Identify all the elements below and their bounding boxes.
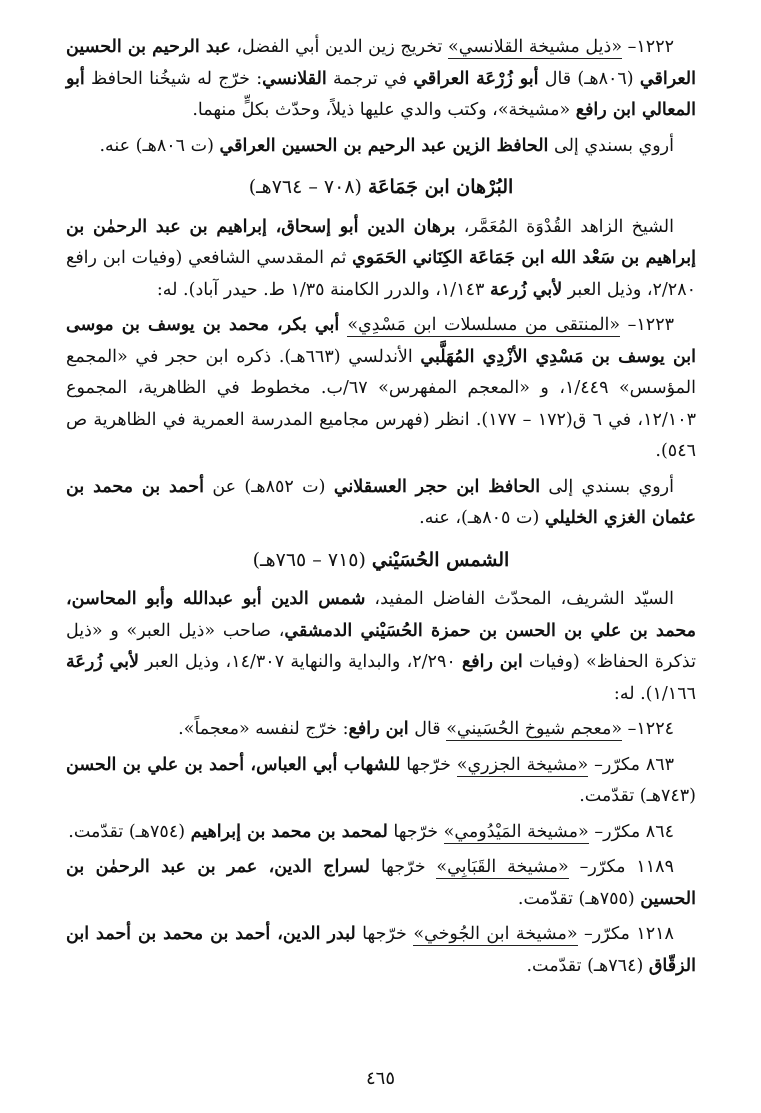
section-heading (66, 545, 696, 577)
bold-name: القلانسي (262, 68, 327, 89)
work-title: «مشيخة القَبَابِي» (436, 857, 569, 877)
bold-name: شمس الدين أبو عبدالله وأبو المحاسن، محمد بن علي بن الحسن بن حمزة الحُسَيْني الدمشقي (66, 589, 696, 641)
text-run: (٧٥٤هـ) تقدّمت. (68, 821, 191, 842)
paragraph (66, 131, 696, 163)
bold-name: للشهاب أبي العباس، أحمد بن علي بن الحسن (66, 754, 401, 775)
paragraph (66, 310, 696, 468)
bold-name: لمحمد بن محمد بن إبراهيم (190, 821, 388, 842)
text-run: السيّد الشريف، المحدّث الفاضل المفيد، (365, 589, 674, 609)
bold-name: لبدر الدين، أحمد بن محمد بن أحمد ابن الزقّاق (66, 924, 696, 976)
section-heading-dates: (٧٠٨ – ٧٦٤هـ) (248, 176, 362, 198)
section-heading (66, 172, 696, 204)
text-run: (٧٥٥هـ) تقدّمت. (517, 888, 641, 909)
text-run: (٧٦٤هـ) تقدّمت. (526, 955, 649, 976)
paragraph (66, 750, 696, 813)
text-run: (ت ٨٥٢هـ) عن (203, 476, 334, 497)
text-run: «مشيخة»، وكتب والدي عليها ذيلاً، وحدّث بكلٍّ منهما. (192, 100, 576, 120)
text-run: ١/١٦٦). له: (613, 683, 696, 704)
bold-name: عبد الرحيم بن الحسين العراقي (66, 37, 696, 89)
text-run: تخريج زين الدين أبي الفضل، (230, 37, 448, 57)
text-run: (ت ٨٠٥هـ)، عنه. (419, 508, 545, 528)
bold-name: الحافظ ابن حجر العسقلاني (333, 476, 541, 497)
text-run: : خرّج لنفسه «معجماً». (178, 719, 349, 739)
text-run: ١/١٤٣، والدرر الكامنة ١/٣٥ ط. حيدر آباد). له: (156, 279, 490, 300)
text-run: (٧٤٣هـ) تقدّمت. (579, 786, 696, 806)
text-run: ٢/٢٩٠، والبداية والنهاية ١٤/٣٠٧، وذيل العبر (138, 652, 462, 672)
section-heading-title: البُرْهان ابن جَمَاعَة (367, 176, 514, 198)
text-run: خرّجها (369, 857, 437, 877)
text-run: أروي بسندي إلى (548, 135, 674, 156)
text-run: في ترجمة (326, 68, 414, 89)
text-run: ٨٦٤ مكرّر– (588, 821, 674, 842)
text-run: ١٢٢٢– (622, 37, 674, 57)
bold-name: الحافظ الزين عبد الرحيم بن الحسين العراقي (219, 135, 549, 156)
bold-name: لسراج الدين، عمر بن عبد الرحمٰن بن الحسين (66, 857, 696, 909)
paragraph (66, 919, 696, 982)
text-run: (ت ٨٠٦هـ) عنه. (99, 135, 220, 156)
bold-name: برهان الدين أبو إسحاق، إبراهيم بن عبد الرحمٰن بن إبراهيم بن سَعْد الله ابن جَمَاعَة الكِنَاني الحَمَوي (66, 216, 696, 268)
work-title: «معجم شيوخ الحُسَيني» (446, 719, 623, 739)
text-run: الشيخ الزاهد القُدْوَة المُعَمَّر، (455, 216, 674, 237)
bold-name: لأبي زُرعة (489, 279, 563, 300)
bold-name: ابن رافع (348, 719, 409, 739)
text-run: (٨٠٦هـ) قال (538, 68, 640, 89)
text-run: ، صاحب «ذيل العبر» و «ذيل تذكرة الحفاظ» (وفيات (66, 620, 696, 672)
work-title: «المنتقى من مسلسلات ابن مَسْدِي» (347, 315, 621, 335)
work-title: «ذيل مشيخة القلانسي» (448, 37, 623, 57)
work-title: «مشيخة المَيْدُومي» (443, 821, 589, 842)
section-heading-title: الشمس الحُسَيْني (371, 548, 510, 571)
text-run: ٨٦٣ مكرّر– (588, 754, 675, 775)
text-run: : خرّج له شيخُنا الحافظ (84, 68, 263, 89)
text-run: خرّجها (400, 754, 457, 775)
text-run: ثم المقدسي الشافعي (وفيات ابن رافع ٢/٢٨٠، وذيل العبر (66, 248, 696, 300)
bold-name: أبي بكر، محمد بن يوسف بن موسى ابن يوسف بن مَسْدِي الأزْدِي المُهَلَّبي (66, 315, 697, 367)
text-run: ١١٨٩ مكرّر– (568, 857, 674, 877)
page-body (66, 32, 696, 1072)
paragraph (66, 472, 696, 535)
text-run: خرّجها (387, 821, 444, 842)
text-run: الأندلسي (٦٦٣هـ). ذكره ابن حجر في «المجمع المؤسس» ١/٤٤٩، و «المعجم المفهرس» ٦٧/ب. مخطوط في الظاهرية، المجموع ١٢/١٠٣، في ٦ ق(١٧٢ – ١٧٧). انظر (فهرس مجاميع المدرسة العمرية في الظاهرية ص ٥٤٦). (66, 346, 696, 461)
text-run: ١٢١٨ مكرّر– (577, 924, 674, 944)
bold-name: أحمد بن محمد بن عثمان الغزي الخليلي (66, 476, 696, 528)
work-title: «مشيخة الجزري» (456, 754, 589, 775)
section-heading-dates: (٧١٥ – ٧٦٥هـ) (252, 548, 366, 571)
paragraph (66, 714, 696, 746)
bold-name: لأبي زُرعَة (66, 652, 139, 672)
text-run: ١٢٢٣– (620, 315, 674, 335)
paragraph (66, 817, 696, 849)
paragraph (66, 212, 696, 307)
bold-name: ابن رافع (461, 652, 523, 672)
text-run: ١٢٢٤– (622, 719, 674, 739)
paragraph (66, 852, 696, 915)
text-run: أروي بسندي إلى (540, 476, 674, 497)
bold-name: أبو المعالي ابن رافع (66, 68, 696, 120)
work-title: «مشيخة ابن الجُوخي» (413, 924, 578, 944)
page-number: ٤٦٥ (365, 1068, 395, 1089)
text-run: قال (408, 719, 447, 739)
text-run: خرّجها (355, 924, 414, 944)
bold-name: أبو زُرْعَة العراقي (413, 68, 539, 89)
paragraph (66, 32, 696, 127)
paragraph (66, 584, 696, 710)
